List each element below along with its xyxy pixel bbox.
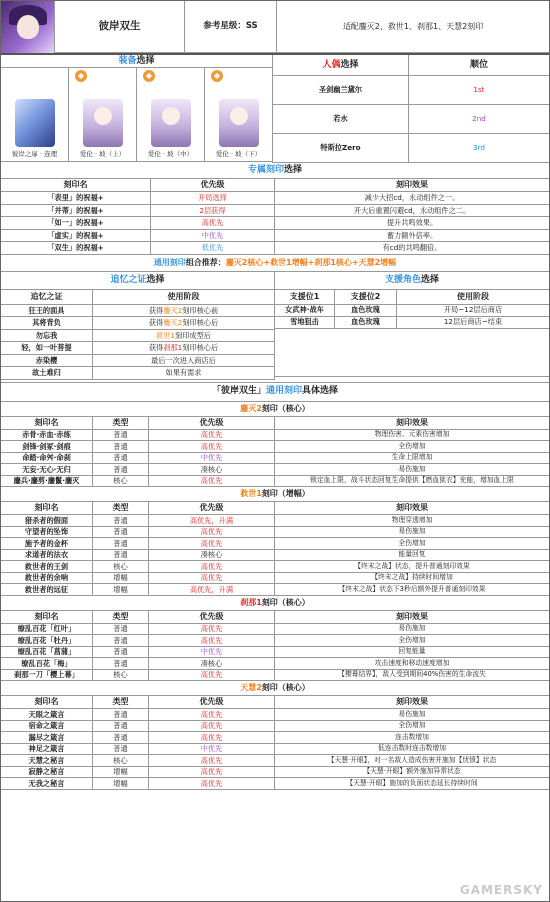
priority: 中优先 xyxy=(149,647,275,659)
sigil-row xyxy=(1,624,549,636)
memory-name: 勿忘我 xyxy=(1,330,93,343)
group-col: 刻印效果 xyxy=(275,696,549,709)
exclusive-row xyxy=(1,205,549,218)
sigil-name: 无我之秘言 xyxy=(1,778,93,790)
sigil-row xyxy=(1,635,549,647)
exclusive-row xyxy=(1,230,549,243)
sigil-name: 无妄·无心·无归 xyxy=(1,464,93,476)
effect: 攻击速度和移动速度增加 xyxy=(275,658,549,670)
memory-stage: 如果有需求 xyxy=(93,367,274,380)
priority: 高优先 xyxy=(149,624,275,636)
equip-stigmata-bot: ◆ 爱伦 · 坡（下） xyxy=(205,68,272,162)
effect: 能量回复 xyxy=(275,550,549,562)
sigil-type: 普通 xyxy=(93,464,149,476)
sigil-row xyxy=(1,721,549,733)
sigil-type: 普通 xyxy=(93,658,149,670)
memory-name: 其将背负 xyxy=(1,317,93,330)
effect: 减少大招cd，永动组件之一。 xyxy=(275,192,549,205)
equip-title: 装备 选择 xyxy=(1,55,272,68)
support-panel xyxy=(275,272,549,380)
sigil-name: 救世者的远征 xyxy=(1,584,93,596)
sigil-type: 核心 xyxy=(93,755,149,767)
stigmata-icon xyxy=(83,99,123,147)
weapon-icon xyxy=(15,99,55,147)
memory-name: 赤染樱 xyxy=(1,355,93,368)
priority: 高优先 xyxy=(149,527,275,539)
priority: 高优先，升满 xyxy=(149,584,275,596)
effect: 【天慧·开眼】额外施加异常状态 xyxy=(275,767,549,779)
memory-row xyxy=(1,330,274,343)
effect: 锁定血上限，战斗状态回复生命提供【燃血狱衣】充能，增加血上限 xyxy=(275,476,549,488)
memory-row xyxy=(1,355,274,368)
doll-name: 圣剑幽兰黛尔 xyxy=(273,76,409,105)
effect: 回复能量 xyxy=(275,647,549,659)
effect: 全伤增加 xyxy=(275,538,549,550)
support-title: 支援角色 选择 xyxy=(275,272,549,290)
group-col: 刻印名 xyxy=(1,502,93,515)
sigil-type: 普通 xyxy=(93,635,149,647)
priority: 高优先 xyxy=(149,476,275,488)
sigil-name: 天眼之箴言 xyxy=(1,709,93,721)
priority: 凑核心 xyxy=(149,550,275,562)
sigil-name: 缭乱百花「红叶」 xyxy=(1,624,93,636)
memory-stage: 最后一次进入商店后 xyxy=(93,355,274,368)
support-slot: 女武神·战车 xyxy=(275,305,335,317)
effect: 蓄力额外倍率。 xyxy=(275,230,549,243)
sigil-name: 求道者的法衣 xyxy=(1,550,93,562)
sigil-row xyxy=(1,550,549,562)
sigil-type: 普通 xyxy=(93,538,149,550)
effect: 物理伤害、元素伤害增加 xyxy=(275,430,549,442)
equip-weapon: 彼岸之扉 · 连理 xyxy=(1,68,69,162)
effect: 【终末之战】状态，提升普通刻印效果 xyxy=(275,561,549,573)
effect: 全伤增加 xyxy=(275,635,549,647)
sigil-name: 猎杀者的假面 xyxy=(1,515,93,527)
support-slot: 血色玫瑰 xyxy=(335,305,397,317)
exclusive-row xyxy=(1,217,549,230)
effect: 【终末之战】持续时间增加 xyxy=(275,573,549,585)
equip-stigmata-top: ◆ 爱伦 · 坡（上） xyxy=(69,68,137,162)
top-badge-icon: ◆ xyxy=(75,70,87,82)
support-col: 使用阶段 xyxy=(397,290,549,305)
sigil-row xyxy=(1,441,549,453)
priority: 高优先 xyxy=(149,721,275,733)
priority: 中优先 xyxy=(149,744,275,756)
sigil-name: 「表里」的祝福+ xyxy=(1,192,151,205)
group-col: 类型 xyxy=(93,696,149,709)
priority: 高优先 xyxy=(149,573,275,585)
priority: 凑核心 xyxy=(149,464,275,476)
memory-col: 追忆之证 xyxy=(1,290,93,305)
header xyxy=(1,1,549,55)
sigil-name: 漏尽之箴言 xyxy=(1,732,93,744)
effect: 【天慧·开眼】，对一名敌人造成伤害并施加【忧愤】状态 xyxy=(275,755,549,767)
sigil-name: 赤骨·赤血·赤练 xyxy=(1,430,93,442)
sigil-row xyxy=(1,584,549,596)
priority: 开局选择 xyxy=(151,192,275,205)
sigil-row xyxy=(1,709,549,721)
effect: 提升共鸣效果。 xyxy=(275,217,549,230)
group-col: 优先级 xyxy=(149,417,275,430)
effect: 【天慧·开眼】施加的负面状态延长持续时间 xyxy=(275,778,549,790)
priority: 高优先 xyxy=(149,430,275,442)
sigil-type: 增幅 xyxy=(93,584,149,596)
sigil-name: 救世者的王剑 xyxy=(1,561,93,573)
sigil-name: 「如一」的祝福+ xyxy=(1,217,151,230)
sigil-row xyxy=(1,476,549,488)
sigil-name: 天慧之秘言 xyxy=(1,755,93,767)
doll-name: 若水 xyxy=(273,105,409,134)
sigil-row xyxy=(1,561,549,573)
priority: 低优先 xyxy=(151,242,275,255)
priority: 高优先 xyxy=(149,635,275,647)
effect: 易伤施加 xyxy=(275,709,549,721)
priority: 高优先 xyxy=(149,538,275,550)
effect: 连击数增加 xyxy=(275,732,549,744)
memory-panel xyxy=(1,272,275,380)
sigil-row xyxy=(1,767,549,779)
group-col: 优先级 xyxy=(149,611,275,624)
exclusive-title: 专属刻印 选择 xyxy=(1,163,549,179)
group-col: 类型 xyxy=(93,611,149,624)
effect: 【终末之战】状态下3秒后额外提升普通刻印效果 xyxy=(275,584,549,596)
priority: 高优先 xyxy=(149,732,275,744)
sigil-type: 增幅 xyxy=(93,573,149,585)
group-col: 刻印效果 xyxy=(275,502,549,515)
memory-name: 轻，如一叶菩提 xyxy=(1,342,93,355)
memory-name: 狂王的面具 xyxy=(1,305,93,318)
effect: 【樱幕结界】，敌人受到期间40%伤害的生命流失 xyxy=(275,670,549,682)
sigil-row xyxy=(1,464,549,476)
equip-panel xyxy=(1,55,273,163)
support-stage: 12层后商店~结束 xyxy=(397,317,549,329)
support-slot: 血色玫瑰 xyxy=(335,317,397,329)
sigil-type: 核心 xyxy=(93,670,149,682)
sigil-type: 普通 xyxy=(93,515,149,527)
sigil-type: 普通 xyxy=(93,453,149,465)
sigil-name: 「双生」的祝福+ xyxy=(1,242,151,255)
sigil-type: 普通 xyxy=(93,550,149,562)
character-avatar xyxy=(1,1,55,53)
effect: 易伤施加 xyxy=(275,527,549,539)
memory-support-section xyxy=(1,272,549,380)
exclusive-header: 刻印名 优先级 刻印效果 xyxy=(1,179,549,192)
watermark: GAMERSKY xyxy=(459,883,543,897)
priority: 中优先 xyxy=(149,453,275,465)
sigil-type: 普通 xyxy=(93,527,149,539)
priority: 高优先，升满 xyxy=(149,515,275,527)
sigil-row xyxy=(1,744,549,756)
sigil-type: 普通 xyxy=(93,430,149,442)
priority: 高优先 xyxy=(149,561,275,573)
support-slot: 雪地狙击 xyxy=(275,317,335,329)
doll-panel xyxy=(273,55,549,163)
group-col: 类型 xyxy=(93,502,149,515)
group-col: 刻印效果 xyxy=(275,611,549,624)
sigil-type: 普通 xyxy=(93,624,149,636)
sigil-row xyxy=(1,778,549,790)
sigil-name: 命踏·命舛·命刹 xyxy=(1,453,93,465)
sigil-name: 寂静之秘言 xyxy=(1,767,93,779)
equip-doll-section xyxy=(1,55,549,163)
sigil-type: 核心 xyxy=(93,561,149,573)
memory-col: 使用阶段 xyxy=(93,290,274,305)
effect: 低连击数时连击数增加 xyxy=(275,744,549,756)
sigil-name: 守望者的坠饰 xyxy=(1,527,93,539)
priority: 中优先 xyxy=(151,230,275,243)
equip-stigmata-mid: ◆ 爱伦 · 坡（中） xyxy=(137,68,205,162)
effect: 全伤增加 xyxy=(275,441,549,453)
doll-rank: 3rd xyxy=(409,134,549,163)
priority: 2层获得 xyxy=(151,205,275,218)
doll-rank: 2nd xyxy=(409,105,549,134)
sigil-type: 普通 xyxy=(93,647,149,659)
exclusive-rows xyxy=(1,192,549,255)
effect: 有cd的共鸣翻倍。 xyxy=(275,242,549,255)
support-col: 支援位1 xyxy=(275,290,335,305)
sigil-row xyxy=(1,658,549,670)
sigil-type: 增幅 xyxy=(93,767,149,779)
memory-stage: 获得 鏖灭2 刻印核心后 xyxy=(93,317,274,330)
priority: 高优先 xyxy=(149,755,275,767)
combo-recommend: 通用刻印 组合推荐： 鏖灭2核心+救世1增幅+刹那1核心+天慧2增幅 xyxy=(1,255,549,272)
sigil-name: 宿命之箴言 xyxy=(1,721,93,733)
sigil-row xyxy=(1,573,549,585)
memory-stage: 获得 鏖灭2 刻印核心前 xyxy=(93,305,274,318)
priority: 凑核心 xyxy=(149,658,275,670)
sigil-type: 普通 xyxy=(93,721,149,733)
effect: 易伤施加 xyxy=(275,464,549,476)
sigil-name: 「虚实」的祝福+ xyxy=(1,230,151,243)
stigmata-icon xyxy=(151,99,191,147)
stigmata-icon xyxy=(219,99,259,147)
memory-row xyxy=(1,342,274,355)
sigil-row xyxy=(1,538,549,550)
effect: 易伤施加 xyxy=(275,624,549,636)
memory-row xyxy=(1,367,274,380)
sigil-row xyxy=(1,732,549,744)
sigil-name: 「并蒂」的祝福+ xyxy=(1,205,151,218)
memory-stage: 救世1 刻印成型后 xyxy=(93,330,274,343)
sigil-name: 施予者的金杯 xyxy=(1,538,93,550)
memory-name: 故土难归 xyxy=(1,367,93,380)
sigil-row xyxy=(1,430,549,442)
memory-title: 追忆之证 选择 xyxy=(1,272,274,290)
group-col: 优先级 xyxy=(149,696,275,709)
sigil-row xyxy=(1,755,549,767)
sigil-name: 缭乱百花「牡丹」 xyxy=(1,635,93,647)
exclusive-row xyxy=(1,192,549,205)
sigil-name: 刹那一刀「樱上幕」 xyxy=(1,670,93,682)
sigil-name: 神足之箴言 xyxy=(1,744,93,756)
sigil-type: 增幅 xyxy=(93,778,149,790)
fit-text: 适配鏖灭2、救世1、刹那1、天慧2刻印 xyxy=(277,1,549,53)
sigil-name: 救世者的余响 xyxy=(1,573,93,585)
sigil-row xyxy=(1,453,549,465)
sigil-type: 普通 xyxy=(93,441,149,453)
doll-rank-header: 顺位 xyxy=(409,55,549,76)
sigil-type: 普通 xyxy=(93,732,149,744)
group-title: 鏖灭2 刻印（核心） xyxy=(1,402,549,417)
group-title: 天慧2 刻印（核心） xyxy=(1,681,549,696)
priority: 高优先 xyxy=(149,670,275,682)
sigil-type: 普通 xyxy=(93,744,149,756)
sigil-type: 核心 xyxy=(93,476,149,488)
group-col: 刻印效果 xyxy=(275,417,549,430)
sigil-row xyxy=(1,527,549,539)
sigil-name: 缭乱百花「菖蒲」 xyxy=(1,647,93,659)
mid-badge-icon: ◆ xyxy=(143,70,155,82)
group-col: 刻印名 xyxy=(1,696,93,709)
group-title: 救世1 刻印（增幅） xyxy=(1,487,549,502)
doll-name: 特斯拉Zero xyxy=(273,134,409,163)
memory-row xyxy=(1,305,274,318)
effect: 开大后重置闪避cd，永动组件之二。 xyxy=(275,205,549,218)
sigil-row xyxy=(1,515,549,527)
group-col: 刻印名 xyxy=(1,417,93,430)
general-title: 「彼岸双生」 通用刻印 具体选择 xyxy=(1,382,549,402)
bot-badge-icon: ◆ xyxy=(211,70,223,82)
doll-rank: 1st xyxy=(409,76,549,105)
priority: 高优先 xyxy=(149,709,275,721)
priority: 高优先 xyxy=(149,767,275,779)
sigil-name: 缭乱百花「梅」 xyxy=(1,658,93,670)
support-col: 支援位2 xyxy=(335,290,397,305)
group-col: 刻印名 xyxy=(1,611,93,624)
effect: 物理穿透增加 xyxy=(275,515,549,527)
sigil-type: 普通 xyxy=(93,709,149,721)
doll-title: 人偶 选择 xyxy=(273,55,409,76)
priority: 高优先 xyxy=(149,778,275,790)
memory-stage: 获得 刹那1 刻印核心后 xyxy=(93,342,274,355)
sigil-name: 剑锋·剑冢·剑痕 xyxy=(1,441,93,453)
support-stage: 开局~12层后商店 xyxy=(397,305,549,317)
character-name: 彼岸双生 xyxy=(55,1,185,53)
group-title: 刹那1 刻印（核心） xyxy=(1,596,549,611)
sigil-row xyxy=(1,647,549,659)
sigil-row xyxy=(1,670,549,682)
effect: 生命上限增加 xyxy=(275,453,549,465)
rating: 参考星级：SS xyxy=(185,1,277,53)
general-groups xyxy=(1,402,549,790)
memory-row xyxy=(1,317,274,330)
group-col: 优先级 xyxy=(149,502,275,515)
priority: 高优先 xyxy=(149,441,275,453)
sigil-name: 鏖兵·鏖剪·鏖鬣·鏖灭 xyxy=(1,476,93,488)
group-col: 类型 xyxy=(93,417,149,430)
effect: 全伤增加 xyxy=(275,721,549,733)
exclusive-row xyxy=(1,242,549,255)
priority: 高优先 xyxy=(151,217,275,230)
